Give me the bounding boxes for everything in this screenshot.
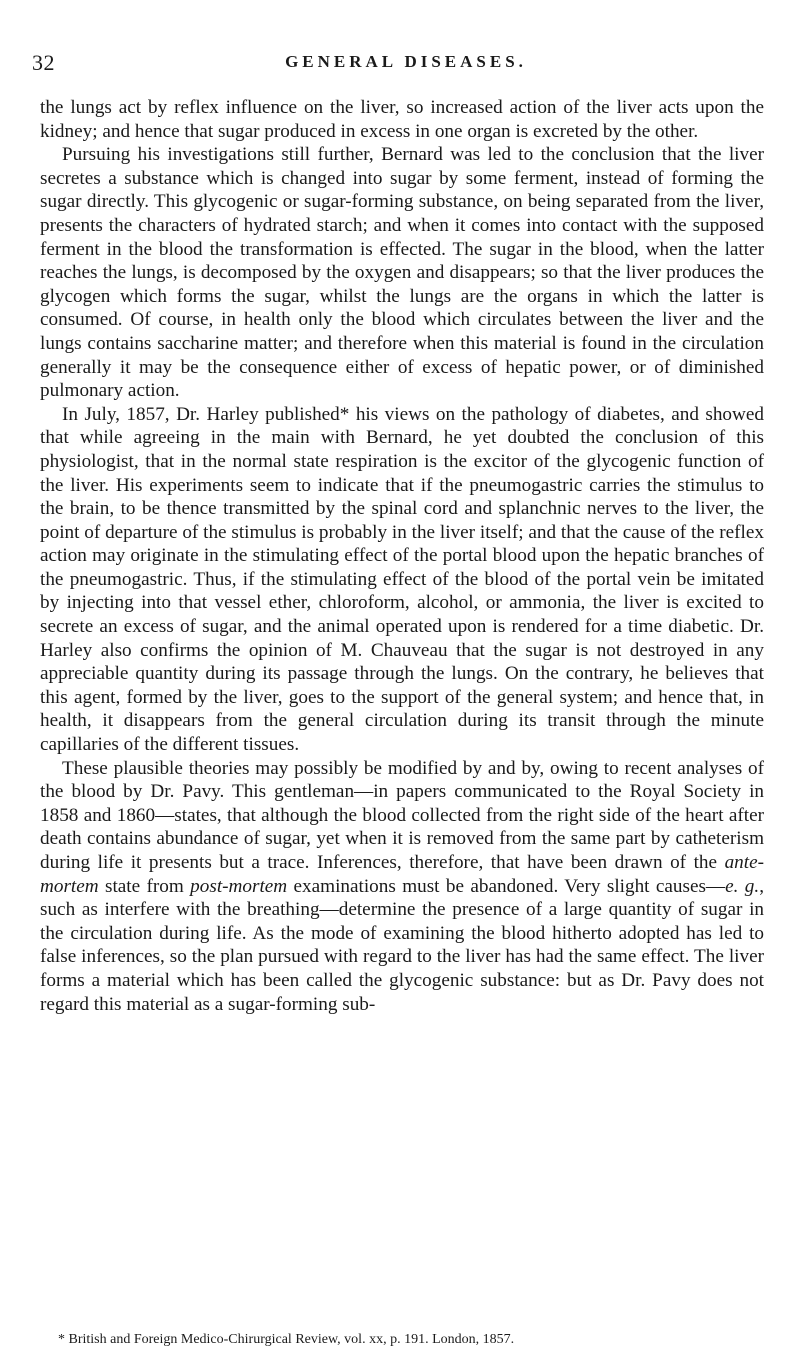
paragraph-2: Pursuing his investigations still further, Bernard was led to the conclusion that the liver secretes a substance which is changed into sugar by some ferment, instead of forming the sugar directly. This glycogenic or sugar-forming substance, on being separated from the liver, presents the characters of hydrated starch; and when it comes into contact with the supposed ferment in the blood the transformation is effected. The sugar in the blood, when the latter reaches the lungs, is decomposed by the oxygen and disappears; so that the liver produces the glycogen which forms the sugar, whilst the lungs are the organs in which the latter is consumed. Of course, in health only the blood which circulates between the liver and the lungs contains saccharine matter; and therefore when this material is found in the circulation generally it may be the consequence either of excess of hepatic power, or of diminished pulmonary action.: [40, 144, 764, 402]
paragraph-4: [40, 757, 764, 1017]
term-post-mortem: post-mortem: [190, 875, 288, 897]
paragraph-1: the lungs act by reflex influence on the liver, so increased action of the liver acts upon the kidney; and hence that sugar produced in excess in one organ is excreted by the other.: [40, 97, 764, 142]
page-header: [32, 50, 760, 76]
paragraph-3: In July, 1857, Dr. Harley published* his views on the pathology of diabetes, and showed that while agreeing in the main with Bernard, he yet doubted the conclusion of this physiologist, that in the normal state respiration is the excitor of the glycogenic function of the liver. His experiments seem to indicate that if the pneumogastric carries the stimulus to the brain, to be thence transmitted by the spinal cord and splanchnic nerves to the liver, the point of departure of the stimulus is probably in the liver itself; and that the cause of the reflex action may originate in the stimulating effect of the portal blood upon the hepatic branches of the pneumogastric. Thus, if the stimulating effect of the blood of the portal vein be imitated by injecting into that vessel ether, chloroform, alcohol, or ammonia, the liver is excited to secrete an excess of sugar, and the animal operated upon is rendered for a time diabetic. Dr. Harley also confirms the opinion of M. Chauveau that the sugar is not destroyed in any appreciable quantity during its passage through the lungs. On the contrary, he believes that this agent, formed by the liver, goes to the support of the general system; and hence that, in health, it disappears from the general circulation during its transit through the minute capillaries of the different tissues.: [40, 403, 764, 756]
page-number: 32: [32, 50, 55, 75]
footnote: * British and Foreign Medico-Chirurgical Review, vol. xx, p. 191. London, 1857.: [58, 1332, 515, 1347]
paragraph-4-part-d: , such as interfere with the breathing—determine the presence of a large quantity of sugar in the circulation during life. As the mode of examining the blood hitherto adopted has led to false inferences, so the plan pursued with regard to the liver has had the same effect. The liver forms a material which has been called the glycogenic substance: but as Dr. Pavy does not regard this material as a sugar-forming sub-: [40, 875, 764, 1015]
body-text: [40, 96, 764, 1016]
term-eg: e. g.: [725, 875, 760, 897]
paragraph-4-part-c: examinations must be abandoned. Very slight causes—: [287, 875, 726, 897]
paragraph-4-part-b: state from: [98, 875, 191, 897]
paragraph-4-part-a: These plausible theories may possibly be modified by and by, owing to recent analyses of the blood by Dr. Pavy. This gentleman—in papers communicated to the Royal Society in 1858 and 1860—states, that although the blood collected from the right side of the heart after death contains abundance of sugar, yet when it is removed from the same part by catheterism during life it presents but a trace. Inferences, therefore, that have been drawn of the: [40, 757, 764, 873]
term-ante-mortem: ante-mortem: [40, 852, 764, 897]
running-head: GENERAL DISEASES.: [285, 52, 527, 71]
